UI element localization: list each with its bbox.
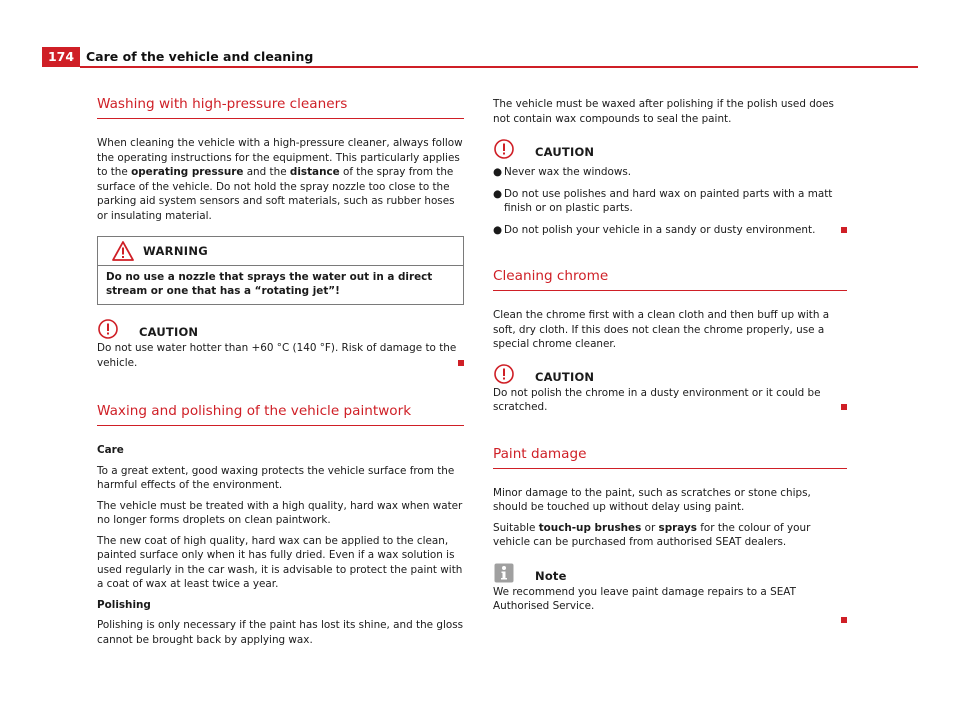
waxing-paragraph-2: The vehicle must be treated with a high quality, hard wax when water no longer forms droplets on clean paintwork. (97, 499, 463, 526)
chrome-caution-text: Do not polish the chrome in a dusty environment or it could be scratched. (493, 386, 847, 415)
wax-after-polish-paragraph: The vehicle must be waxed after polishing if the polish used does not contain wax compounds to seal the paint. (493, 98, 834, 125)
caution-title: CAUTION (535, 145, 595, 159)
caution-header (493, 364, 847, 386)
paint-damage-paragraph-1: Minor damage to the paint, such as scratches or stone chips, should be touched up without delay using paint. (493, 486, 811, 513)
caution-header (493, 139, 847, 161)
page-header (0, 47, 918, 67)
chrome-paragraph: Clean the chrome first with a clean cloth and then buff up with a soft, dry cloth. If this does not clean the chrome properly, use a special chrome cleaner. (493, 309, 830, 350)
note-title: Note (535, 568, 567, 583)
right-column (493, 97, 847, 623)
paint-damage-paragraph-2: Suitable touch-up brushes or sprays for the colour of your vehicle can be purchased from authorised SEAT dealers. (493, 521, 811, 548)
caution-title: CAUTION (535, 369, 595, 384)
warning-box (97, 236, 464, 305)
care-subheading: Care (97, 444, 124, 456)
waxing-paragraph-3: The new coat of high quality, hard wax can be applied to the clean, painted surface only when it has fully dried. Even if a wax solution is used regularly in the car wash, it is advisable to protect the paint with a coat of wax at least twice a year. (97, 534, 463, 590)
warning-title: WARNING (143, 244, 208, 258)
note-text: We recommend you leave paint damage repairs to a SEAT Authorised Service. (493, 585, 847, 614)
polishing-subheading: Polishing (97, 598, 151, 611)
list-item: ● Do not use polishes and hard wax on painted parts with a matt finish or on plastic parts. (493, 187, 833, 214)
caution-title: CAUTION (139, 325, 199, 339)
note-info-icon (494, 563, 514, 583)
note-header (493, 563, 847, 585)
left-column (97, 96, 464, 647)
end-of-section-square-icon (841, 617, 847, 623)
waxing-paragraph-1: To a great extent, good waxing protects the vehicle surface from the harmful effects of the environment. (97, 464, 455, 491)
caution-exclamation-icon (98, 319, 118, 339)
header-rule (80, 66, 918, 68)
page-number: 174 (42, 47, 80, 67)
caution-text: Do not use water hotter than +60 °C (140 °F). Risk of damage to the vehicle. (97, 341, 464, 370)
end-of-section-square-icon (841, 404, 847, 410)
chapter-title: Care of the vehicle and cleaning (86, 49, 314, 64)
high-pressure-paragraph: When cleaning the vehicle with a high-pressure cleaner, always follow the operating instructions for the equipment. This particularly applies to the operating pressure and the distance of the spray from the surface of the vehicle. Do not hold the spray nozzle too close to the parking aid system sensors and soft materials, such as rubber hoses or insulating material. (97, 137, 463, 222)
section-title-paint-damage: Paint damage (493, 446, 847, 469)
list-item: ● Do not polish your vehicle in a sandy or dusty environment. (493, 223, 847, 238)
end-of-section-square-icon (458, 360, 464, 366)
section-title-chrome: Cleaning chrome (493, 268, 847, 291)
end-of-section-square-icon (841, 227, 847, 233)
warning-text: Do no use a nozzle that sprays the water out in a direct stream or one that has a “rotating jet”! (106, 271, 433, 297)
section-title-high-pressure: Washing with high-pressure cleaners (97, 96, 464, 119)
caution-header (97, 319, 464, 341)
section-title-waxing: Waxing and polishing of the vehicle paintwork (97, 403, 464, 426)
caution-exclamation-icon (494, 139, 514, 159)
polishing-paragraph: Polishing is only necessary if the paint has lost its shine, and the gloss cannot be brought back by applying wax. (97, 619, 464, 646)
warning-header (98, 237, 463, 266)
caution-exclamation-icon (494, 364, 514, 384)
list-item: ● Never wax the windows. (493, 166, 632, 178)
warning-triangle-icon (112, 241, 134, 261)
